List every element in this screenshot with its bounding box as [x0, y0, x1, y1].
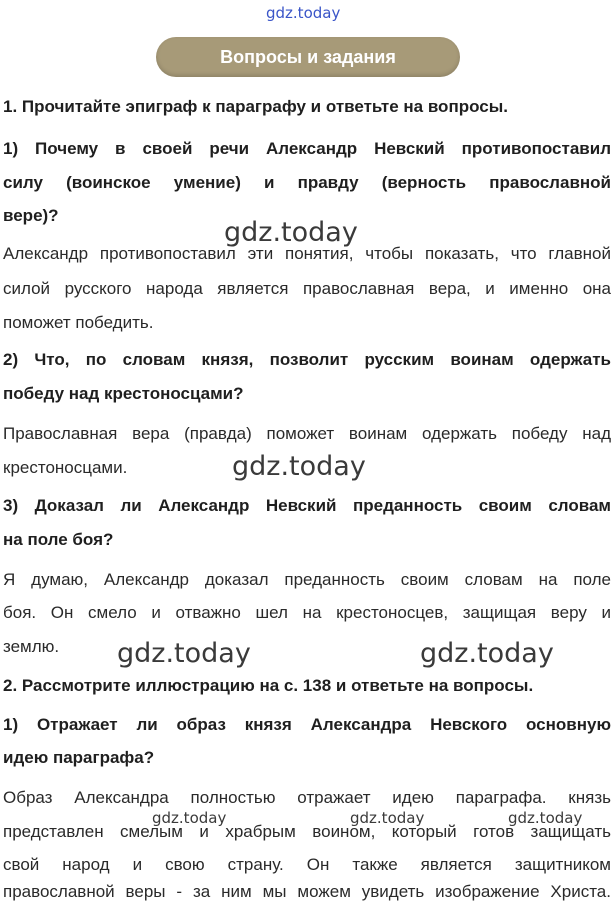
answer-2-line-1: Православная вера (правда) поможет воинам одержать победу над	[3, 424, 611, 443]
section-title: Вопросы и задания	[220, 46, 396, 67]
answer-3-line-1: Я думаю, Александр доказал преданность своим словам на поле	[3, 570, 611, 589]
answer-4-line-2: представлен смелым и храбрым воином, который готов защищать	[3, 822, 611, 841]
watermark: gdz.today	[117, 638, 251, 669]
watermark: gdz.today	[420, 638, 554, 669]
task-1-heading: 1. Прочитайте эпиграф к параграфу и ответьте на вопросы.	[3, 97, 508, 116]
question-1-line-2: силу (воинское умение) и правду (верность православной	[3, 173, 611, 192]
watermark: gdz.today	[224, 217, 358, 248]
question-2-line-2: победу над крестоносцами?	[3, 384, 244, 403]
answer-3-line-3: землю.	[3, 637, 60, 656]
answer-4-line-4: православной веры - за ним мы можем увидеть изображение Христа.	[3, 882, 611, 901]
question-3-line-1: 3) Доказал ли Александр Невский преданность своим словам	[3, 496, 611, 515]
watermark-top: gdz.today	[266, 4, 341, 22]
watermark: gdz.today	[508, 809, 583, 827]
question-4-line-2: идею параграфа?	[3, 748, 155, 767]
answer-4-line-1: Образ Александра полностью отражает идею параграфа. князь	[3, 788, 611, 807]
answer-1-line-1: Александр противопоставил эти понятия, чтобы показать, что главной	[3, 244, 611, 263]
answer-2-line-2: крестоносцами.	[3, 458, 128, 477]
section-banner	[156, 37, 460, 77]
task-2-heading: 2. Рассмотрите иллюстрацию на с. 138 и ответьте на вопросы.	[3, 676, 534, 695]
answer-1-line-2: силой русского народа является православная вера, и именно она	[3, 279, 611, 298]
question-4-line-1: 1) Отражает ли образ князя Александра Невского основную	[3, 715, 611, 734]
answer-4-line-3: свой народ и свою страну. Он также является защитником	[3, 855, 611, 874]
watermark: gdz.today	[350, 809, 425, 827]
watermark: gdz.today	[152, 809, 227, 827]
question-1-line-3: вере)?	[3, 206, 59, 225]
answer-3-line-2: боя. Он смело и отважно шел на крестоносцев, защищая веру и	[3, 603, 611, 622]
question-1-line-1: 1) Почему в своей речи Александр Невский противопоставил	[3, 139, 611, 158]
question-2-line-1: 2) Что, по словам князя, позволит русским воинам одержать	[3, 350, 611, 369]
watermark: gdz.today	[232, 451, 366, 482]
question-3-line-2: на поле боя?	[3, 530, 114, 549]
answer-1-line-3: поможет победить.	[3, 313, 154, 332]
